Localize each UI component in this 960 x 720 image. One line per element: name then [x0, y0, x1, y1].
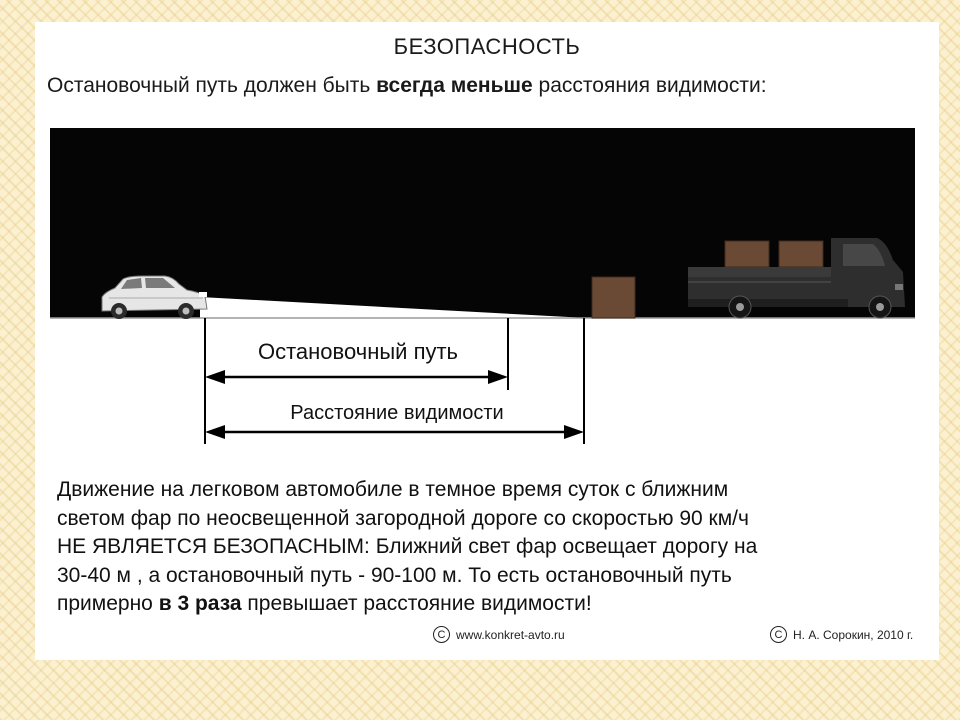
paragraph-line-3: НЕ ЯВЛЯЕТСЯ БЕЗОПАСНЫМ: Ближний свет фар освещает дорогу на [57, 535, 758, 558]
arrow-left-icon [205, 425, 225, 439]
slide [35, 22, 939, 660]
subtitle-text-1: Остановочный путь должен быть [47, 74, 377, 97]
paragraph-line-5-text-1: примерно [57, 592, 159, 615]
copyright-icon: C [433, 626, 450, 643]
subtitle-bold-text: всегда меньше [376, 74, 533, 97]
website-credit [433, 626, 565, 643]
paragraph-line-1: Движение на легковом автомобиле в темное время суток с ближним [57, 478, 729, 501]
stopping-distance-diagram [35, 22, 939, 472]
explanation-paragraph [57, 476, 927, 619]
author-credit [770, 626, 913, 643]
subtitle-text-2: расстояния видимости: [532, 74, 767, 97]
paragraph-line-4: 30-40 м , а остановочный путь - 90-100 м. То есть остановочный путь [57, 563, 732, 587]
arrow-right-icon [488, 370, 508, 384]
copyright-icon: C [770, 626, 787, 643]
paragraph-line-2: светом фар по неосвещенной загородной дороге со скоростью 90 км/ч [57, 506, 749, 530]
paragraph-line-5-text-2: превышает расстояние видимости! [241, 592, 592, 615]
arrow-right-icon [564, 425, 584, 439]
stopping-distance-label: Остановочный путь [257, 339, 459, 364]
visibility-distance-dimension [205, 318, 584, 444]
paragraph-line-5 [57, 590, 927, 619]
arrow-left-icon [205, 370, 225, 384]
slide-title: БЕЗОПАСНОСТЬ [393, 34, 581, 59]
visibility-distance-label: Расстояние видимости [290, 402, 504, 424]
website-text: www.konkret-avto.ru [456, 627, 565, 642]
author-text: Н. А. Сорокин, 2010 г. [793, 627, 914, 642]
stopping-distance-dimension [205, 318, 508, 444]
obstacle-box [592, 277, 635, 318]
paragraph-line-5-bold: в 3 раза [158, 592, 242, 615]
